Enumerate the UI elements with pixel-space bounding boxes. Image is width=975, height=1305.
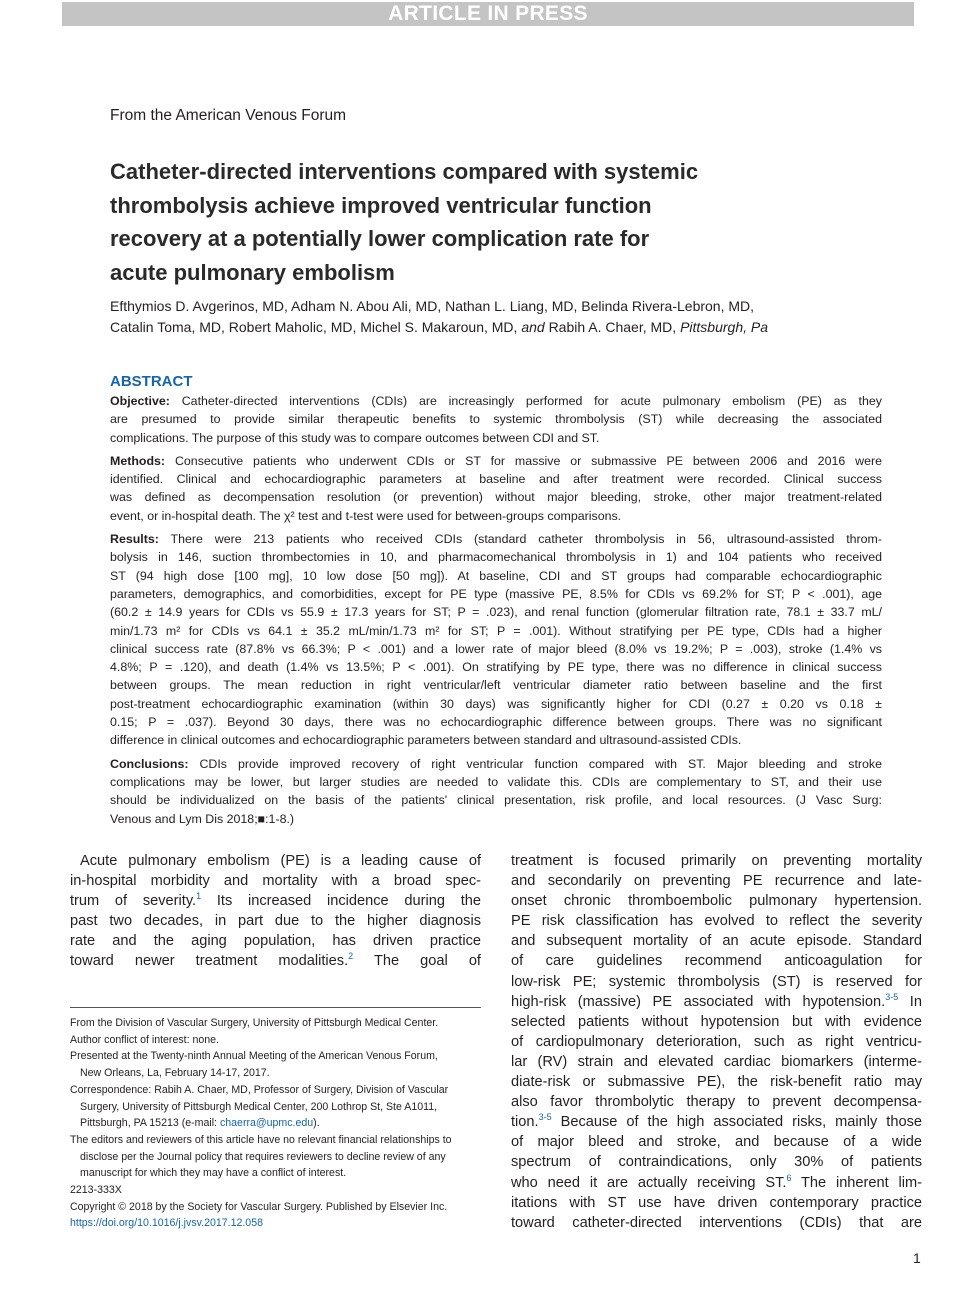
body-line: onset chronic thromboembolic pulmonary hypertension. [511, 893, 922, 910]
abstract-line: 4.8%; P = .120), and death (1.4% vs 13.5%; P < .001). On stratifying by PE type, there was no difference in clinical success [110, 660, 882, 675]
footnote-line: manuscript for which they may have a conflict of interest. [80, 1167, 347, 1180]
body-line: toward catheter-directed interventions (CDIs) that are [511, 1214, 922, 1231]
body-line: spectrum of contraindications, only 30% of patients [511, 1154, 922, 1171]
email-link[interactable]: chaerra@upmc.edu [219, 1117, 314, 1130]
abstract-line: difference in clinical outcomes and echocardiographic parameters between standard and ultrasound-assisted CDIs. [110, 733, 742, 748]
title-line: acute pulmonary embolism [110, 259, 395, 285]
body-text: who need it are actually receiving ST. [511, 1174, 787, 1191]
abstract-results [110, 530, 882, 750]
abstract-line: parameters, demographics, and comorbidities, except for PE type (massive PE, 8.5% for CDIs vs 69.2% for ST; P < .001), age [110, 586, 882, 601]
footnote-line: Presented at the Twenty-ninth Annual Meeting of the American Venous Forum, [70, 1050, 438, 1063]
abstract-line: post-treatment echocardiographic examination (within 30 days) was significantly higher for CDI (0.27 ± 0.20 vs 0.18 ± [110, 696, 882, 711]
abstract-line: event, or in-hospital death. The χ² test and t-test were used for between-groups comparisons. [110, 508, 622, 523]
body-line: of care guidelines recommend anticoagulation for [511, 953, 922, 970]
forum-label: From the American Venous Forum [110, 107, 347, 124]
abstract-heading: ABSTRACT [110, 373, 193, 390]
abstract-line: (60.2 ± 14.9 years for CDIs vs 55.9 ± 17.3 years for ST; P = .023), and renal function (glomerular filtration rate, 78.1 ± 33.7 mL/ [110, 605, 882, 620]
body-line: and secondarily on preventing PE recurrence and late- [511, 873, 922, 890]
author-line [110, 317, 890, 338]
abstract-line: should be individualized on the basis of the patients' clinical presentation, risk profile, and local resources. (J Vasc Surg: [110, 793, 882, 808]
body-text: high-risk (massive) PE associated with hypotension. [511, 993, 886, 1010]
abstract-methods [110, 452, 882, 525]
abstract-line [110, 755, 882, 773]
page-number: 1 [913, 1250, 921, 1266]
abstract-line: 0.15; P = .037). Beyond 30 days, there was no echocardiographic difference between groups. There was no significant [110, 715, 882, 730]
reference-link[interactable]: 6 [786, 1172, 792, 1183]
body-line: treatment is focused primarily on preventing mortality [511, 853, 922, 869]
abstract-line: was defined as decompensation resolution (or prevention) without major bleeding, stroke, other major treatment-related [110, 490, 882, 505]
footnote-line: The editors and reviewers of this article have no relevant financial relationships to [70, 1133, 452, 1146]
body-line: also favor thrombolytic therapy to prevent decompensa- [511, 1094, 922, 1111]
abstract-line: min/1.73 m² for CDIs vs 64.1 ± 35.2 mL/min/1.73 m² for ST; P = .001). Without stratifying per PE type, CDIs had a higher [110, 623, 882, 638]
footnote-line: Correspondence: Rabih A. Chaer, MD, Professor of Surgery, Division of Vascular [70, 1083, 449, 1096]
body-line: itations with ST use have driven contemporary practice [511, 1194, 922, 1211]
abstract-line: ST (94 high dose [100 mg], 10 low dose [50 mg]). At baseline, CDI and ST groups had comparable echocardiographic [110, 568, 882, 583]
copyright: Copyright © 2018 by the Society for Vascular Surgery. Published by Elsevier Inc. [70, 1200, 448, 1213]
author-names: Catalin Toma, MD, Robert Maholic, MD, Michel S. Makaroun, MD, [110, 318, 518, 335]
footnote-line: New Orleans, La, February 14-17, 2017. [80, 1067, 270, 1080]
body-line [70, 951, 481, 971]
body-line: of cardiopulmonary deterioration, such as right ventricu- [511, 1033, 922, 1050]
body-line: in-hospital morbidity and mortality with a broad spec- [70, 873, 481, 890]
article-in-press-banner: ARTICLE IN PRESS [62, 2, 914, 26]
abstract-text: Catheter-directed interventions (CDIs) are increasingly performed for acute pulmonary embolism (PE) as they [181, 394, 882, 408]
abstract-text: There were 213 patients who received CDIs (standard catheter thrombolysis in 56, ultrasound-assisted throm- [170, 532, 882, 547]
reference-link[interactable]: 3-5 [538, 1112, 552, 1123]
results-label: Results: [110, 532, 159, 547]
conclusions-label: Conclusions: [110, 756, 189, 771]
body-line: and subsequent mortality of an acute episode. Standard [511, 933, 922, 950]
methods-label: Methods: [110, 453, 166, 468]
author-list [110, 296, 890, 337]
footnote-text: ). [313, 1117, 320, 1130]
article-title [110, 155, 810, 289]
author-last: Rabih A. Chaer, MD, [548, 318, 677, 335]
footnotes [70, 1015, 481, 1232]
body-line: selected patients without hypotension but with evidence [511, 1013, 922, 1030]
body-line: lar (RV) strain and elevated cardiac biomarkers (interme- [511, 1053, 922, 1070]
body-text: tion. [511, 1114, 539, 1131]
body-column-right [511, 851, 922, 1233]
body-line: PE risk classification has evolved to reflect the severity [511, 913, 922, 930]
body-line: past two decades, in part due to the higher diagnosis [70, 913, 481, 930]
objective-label: Objective: [110, 394, 170, 408]
abstract-line [110, 392, 882, 410]
body-text: Its increased incidence during the [201, 893, 481, 910]
abstract-line [110, 452, 882, 470]
reference-link[interactable]: 1 [196, 891, 202, 902]
body-text: In [898, 993, 922, 1010]
body-line: of major bleed and stroke, and because of a wide [511, 1134, 922, 1151]
body-line [511, 992, 922, 1012]
author-and: and [521, 318, 545, 335]
issn: 2213-333X [70, 1184, 122, 1197]
abstract-line: clinical success rate (87.8% vs 66.3%; P < .001) and a lower rate of major bleed (8.0% vs 19.2%; P = .003), stroke (1.4% vs [110, 641, 882, 656]
footnote-line: disclose per the Journal policy that requires reviewers to decline review of any [80, 1150, 446, 1163]
body-column-left [70, 851, 481, 972]
reference-link[interactable]: 3-5 [885, 991, 899, 1002]
abstract-line: complications. The purpose of this study was to compare outcomes between CDI and ST. [110, 430, 600, 445]
footnote-line [70, 1115, 481, 1132]
footnote-line: Surgery, University of Pittsburgh Medical Center, 200 Lothrop St, Ste A1011, [80, 1100, 438, 1113]
body-text: The goal of [353, 953, 481, 970]
body-line [511, 1112, 922, 1132]
doi-link[interactable]: https://doi.org/10.1016/j.jvsv.2017.12.058 [70, 1217, 263, 1230]
author-location: Pittsburgh, Pa [680, 318, 769, 335]
title-line: Catheter-directed interventions compared with systemic [110, 159, 699, 184]
footnote-divider [70, 1007, 481, 1008]
body-text: Because of the high associated risks, mainly those [551, 1114, 922, 1131]
abstract-line [110, 530, 882, 548]
title-line: thrombolysis achieve improved ventricular function [110, 192, 652, 218]
abstract-line: bolysis in 146, suction thrombectomies in 10, and pharmacomechanical thrombolysis in 1) and 104 patients who received [110, 550, 882, 565]
body-text: The inherent lim- [791, 1174, 922, 1191]
footnote-text: Pittsburgh, PA 15213 (e-mail: [80, 1117, 218, 1130]
body-text: trum of severity. [70, 893, 197, 910]
body-line: rate and the aging population, has driven practice [70, 933, 481, 950]
body-text: toward newer treatment modalities. [70, 953, 349, 970]
body-line: Acute pulmonary embolism (PE) is a leading cause of [80, 853, 481, 869]
body-line: low-risk PE; systemic thrombolysis (ST) is reserved for [511, 973, 922, 990]
body-line: diate-risk or submassive PE), the risk-benefit ratio may [511, 1074, 922, 1091]
abstract-text: Consecutive patients who underwent CDIs or ST for massive or submassive PE between 2006 and 2016 were [174, 453, 882, 468]
abstract-line: between groups. The mean reduction in right ventricular/left ventricular diameter ratio between baseline and the first [110, 678, 882, 693]
body-line [511, 1173, 922, 1193]
title-line: recovery at a potentially lower complication rate for [110, 226, 650, 251]
abstract-line: are presumed to provide similar therapeutic benefits to systemic thrombolysis (ST) while decreasing the associated [110, 412, 882, 427]
abstract-line: identified. Clinical and echocardiographic parameters at baseline and after treatment were recorded. Clinical success [110, 472, 882, 487]
abstract-line: Venous and Lym Dis 2018;■:1-8.) [110, 811, 295, 826]
abstract-objective [110, 392, 882, 447]
abstract [110, 372, 882, 833]
footnote-line: From the Division of Vascular Surgery, University of Pittsburgh Medical Center. [70, 1017, 439, 1029]
author-line: Efthymios D. Avgerinos, MD, Adham N. Abou Ali, MD, Nathan L. Liang, MD, Belinda Rivera-Lebron, MD, [110, 298, 755, 314]
footnote-line: Author conflict of interest: none. [70, 1033, 219, 1046]
body-line [70, 891, 481, 911]
abstract-conclusions [110, 755, 882, 828]
reference-link[interactable]: 2 [348, 951, 354, 962]
abstract-line: complications may be lower, but larger studies are needed to validate this. CDIs are complementary to ST, and their use [110, 774, 882, 789]
abstract-text: CDIs provide improved recovery of right ventricular function compared with ST. Major bleeding and stroke [199, 756, 882, 771]
